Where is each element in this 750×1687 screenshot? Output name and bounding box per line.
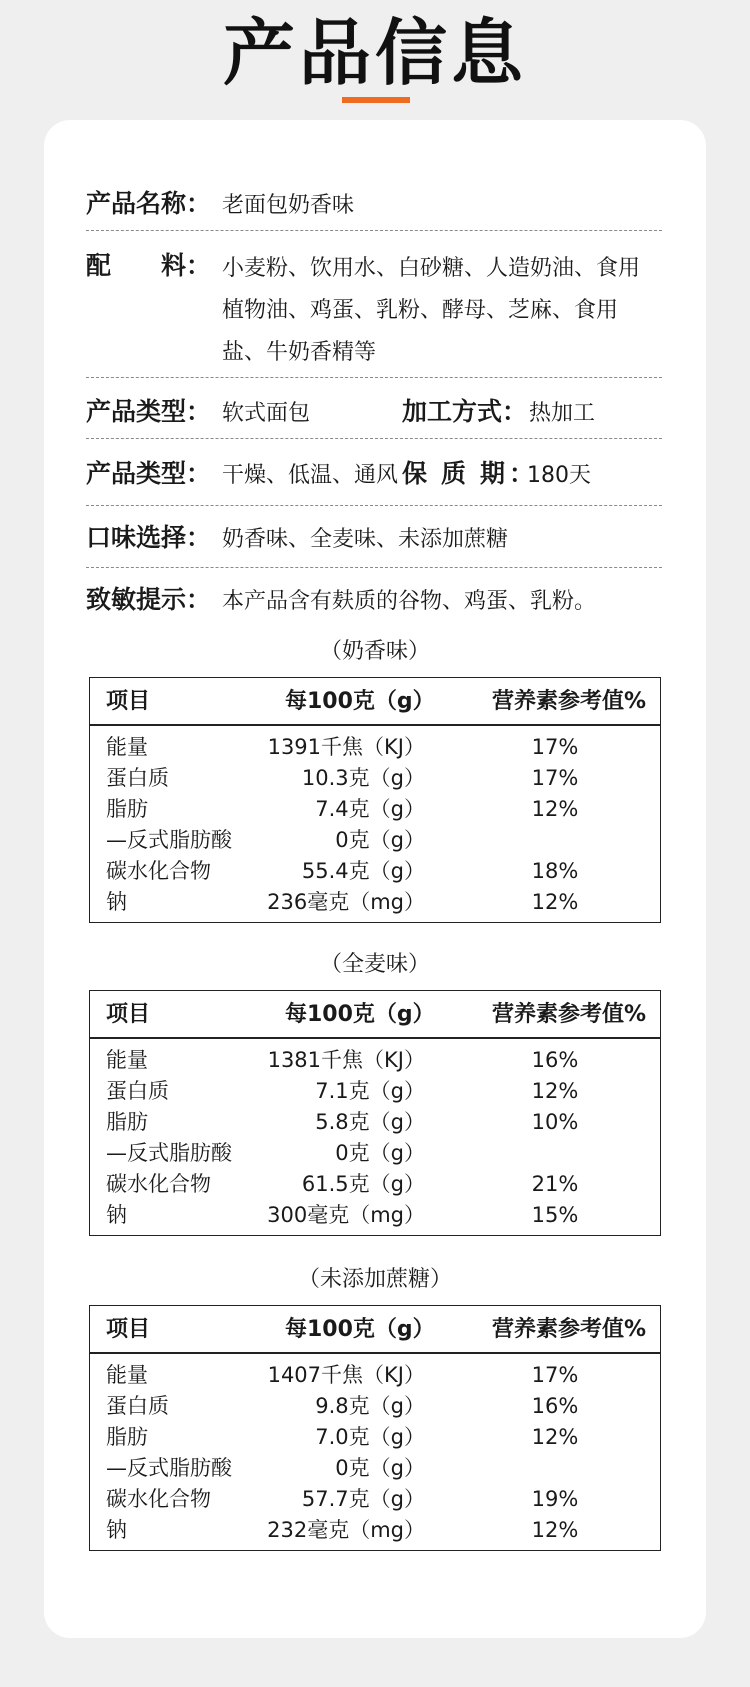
cell-amount: 0克（g） — [335, 828, 425, 852]
table-row — [90, 1045, 660, 1076]
header-nrv: 营养素参考值% — [491, 1002, 646, 1027]
table-row — [90, 1515, 660, 1546]
table-header — [90, 991, 660, 1039]
divider — [86, 505, 662, 506]
table-row — [90, 763, 660, 794]
nutrition-table — [89, 677, 661, 923]
table-row — [90, 887, 660, 918]
table-row — [90, 1391, 660, 1422]
table-row — [90, 1138, 660, 1169]
cell-nrv: 10% — [531, 1110, 579, 1134]
header-per100: 每100克（g） — [285, 1317, 435, 1342]
table-row — [90, 732, 660, 763]
cell-item: 钠 — [106, 1518, 127, 1542]
cell-item: 能量 — [106, 1363, 148, 1387]
cell-item: 能量 — [106, 735, 148, 759]
cell-nrv: 18% — [531, 859, 579, 883]
page-title: 产品信息 — [222, 11, 527, 95]
info-row-ingredients — [86, 246, 662, 372]
cell-nrv: 15% — [531, 1203, 579, 1227]
cell-amount: 1407千焦（KJ） — [267, 1363, 425, 1387]
cell-item: 钠 — [106, 890, 127, 914]
cell-item: 蛋白质 — [106, 1079, 169, 1103]
cell-nrv: 12% — [531, 1079, 579, 1103]
ingredients-label-b: 料 — [161, 251, 187, 280]
cell-item: 蛋白质 — [106, 766, 169, 790]
cell-amount: 5.8克（g） — [315, 1110, 425, 1134]
process-label: 加工方式： — [402, 397, 528, 426]
product-info-card — [44, 120, 706, 1638]
header-item: 项目 — [106, 1317, 151, 1342]
header-per100: 每100克（g） — [285, 689, 435, 714]
table-body — [90, 726, 660, 922]
info-row-type — [86, 392, 662, 432]
cell-amount: 55.4克（g） — [301, 859, 425, 883]
cell-item: 蛋白质 — [106, 1394, 169, 1418]
divider — [86, 377, 662, 378]
ingredients-value: 小麦粉、饮用水、白砂糖、人造奶油、食用植物油、鸡蛋、乳粉、酵母、芝麻、食用盐、牛奶香精等 — [222, 256, 641, 365]
cell-amount: 232毫克（mg） — [267, 1518, 425, 1542]
nutrition-table — [89, 990, 661, 1236]
cell-amount: 0克（g） — [335, 1141, 425, 1165]
shelf-life-char-2: 质 — [440, 459, 466, 488]
cell-nrv: 21% — [531, 1172, 579, 1196]
allergy-label: 致敏提示： — [86, 585, 212, 614]
cell-nrv: 16% — [531, 1394, 579, 1418]
cell-amount: 1381千焦（KJ） — [267, 1048, 425, 1072]
table-row — [90, 1200, 660, 1231]
cell-nrv: 17% — [531, 735, 579, 759]
cell-item: —反式脂肪酸 — [106, 1141, 232, 1165]
cell-item: 脂肪 — [106, 1110, 148, 1134]
cell-item: —反式脂肪酸 — [106, 828, 232, 852]
title-underline — [342, 97, 410, 103]
table-header — [90, 1306, 660, 1354]
nutrition-table — [89, 1305, 661, 1551]
ingredients-label-a: 配 — [86, 251, 112, 280]
cell-amount: 236毫克（mg） — [267, 890, 425, 914]
name-label: 产品名称： — [86, 189, 212, 218]
cell-item: 碳水化合物 — [106, 1487, 211, 1511]
table-body — [90, 1354, 660, 1550]
cell-item: 碳水化合物 — [106, 859, 211, 883]
cell-nrv: 12% — [531, 797, 579, 821]
table-row — [90, 856, 660, 887]
table-row — [90, 1169, 660, 1200]
storage-label: 产品类型： — [86, 459, 212, 488]
info-row-flavors — [86, 518, 662, 558]
table-row — [90, 1076, 660, 1107]
ingredients-label-colon: ： — [186, 251, 212, 280]
header-item: 项目 — [106, 1002, 151, 1027]
name-value: 老面包奶香味 — [222, 193, 355, 218]
cell-item: —反式脂肪酸 — [106, 1456, 232, 1480]
cell-nrv: 12% — [531, 1425, 579, 1449]
cell-amount: 7.4克（g） — [315, 797, 425, 821]
cell-item: 能量 — [106, 1048, 148, 1072]
divider — [86, 438, 662, 439]
shelf-life-value: 180天 — [527, 463, 591, 488]
flavors-label: 口味选择： — [86, 523, 212, 552]
cell-item: 钠 — [106, 1203, 127, 1227]
table-body — [90, 1039, 660, 1235]
table-title: （奶香味） — [319, 639, 430, 664]
info-row-name — [86, 184, 662, 224]
table-title: （未添加蔗糖） — [297, 1267, 452, 1292]
cell-item: 脂肪 — [106, 1425, 148, 1449]
cell-item: 碳水化合物 — [106, 1172, 211, 1196]
shelf-life-char-3: 期 — [479, 459, 505, 488]
cell-item: 脂肪 — [106, 797, 148, 821]
table-row — [90, 1360, 660, 1391]
table-title: （全麦味） — [319, 952, 430, 977]
cell-amount: 57.7克（g） — [301, 1487, 425, 1511]
divider — [86, 230, 662, 231]
header-nrv: 营养素参考值% — [491, 1317, 646, 1342]
type-label: 产品类型： — [86, 397, 212, 426]
cell-amount: 1391千焦（KJ） — [267, 735, 425, 759]
cell-amount: 7.0克（g） — [315, 1425, 425, 1449]
cell-amount: 0克（g） — [335, 1456, 425, 1480]
type-value: 软式面包 — [222, 401, 311, 426]
cell-nrv: 12% — [531, 1518, 579, 1542]
cell-amount: 10.3克（g） — [301, 766, 425, 790]
cell-amount: 61.5克（g） — [301, 1172, 425, 1196]
storage-value: 干燥、低温、通风 — [222, 463, 399, 488]
header-nrv: 营养素参考值% — [491, 689, 646, 714]
info-row-storage — [86, 454, 662, 494]
table-row — [90, 1453, 660, 1484]
table-row — [90, 825, 660, 856]
process-value: 热加工 — [529, 401, 596, 426]
table-row — [90, 1484, 660, 1515]
shelf-life-colon: ： — [509, 459, 535, 488]
divider — [86, 567, 662, 568]
cell-amount: 7.1克（g） — [315, 1079, 425, 1103]
table-header — [90, 678, 660, 726]
cell-nrv: 12% — [531, 890, 579, 914]
header-item: 项目 — [106, 689, 151, 714]
cell-amount: 300毫克（mg） — [267, 1203, 425, 1227]
table-row — [90, 794, 660, 825]
flavors-value: 奶香味、全麦味、未添加蔗糖 — [222, 527, 509, 552]
cell-nrv: 17% — [531, 766, 579, 790]
ingredients-label — [86, 246, 211, 286]
cell-nrv: 17% — [531, 1363, 579, 1387]
table-row — [90, 1107, 660, 1138]
header-per100: 每100克（g） — [285, 1002, 435, 1027]
cell-nrv: 19% — [531, 1487, 579, 1511]
shelf-life-char-1: 保 — [402, 459, 428, 488]
allergy-value: 本产品含有麸质的谷物、鸡蛋、乳粉。 — [222, 589, 597, 614]
table-row — [90, 1422, 660, 1453]
shelf-life-label — [402, 454, 534, 494]
cell-nrv: 16% — [531, 1048, 579, 1072]
cell-amount: 9.8克（g） — [315, 1394, 425, 1418]
info-row-allergy — [86, 580, 662, 620]
